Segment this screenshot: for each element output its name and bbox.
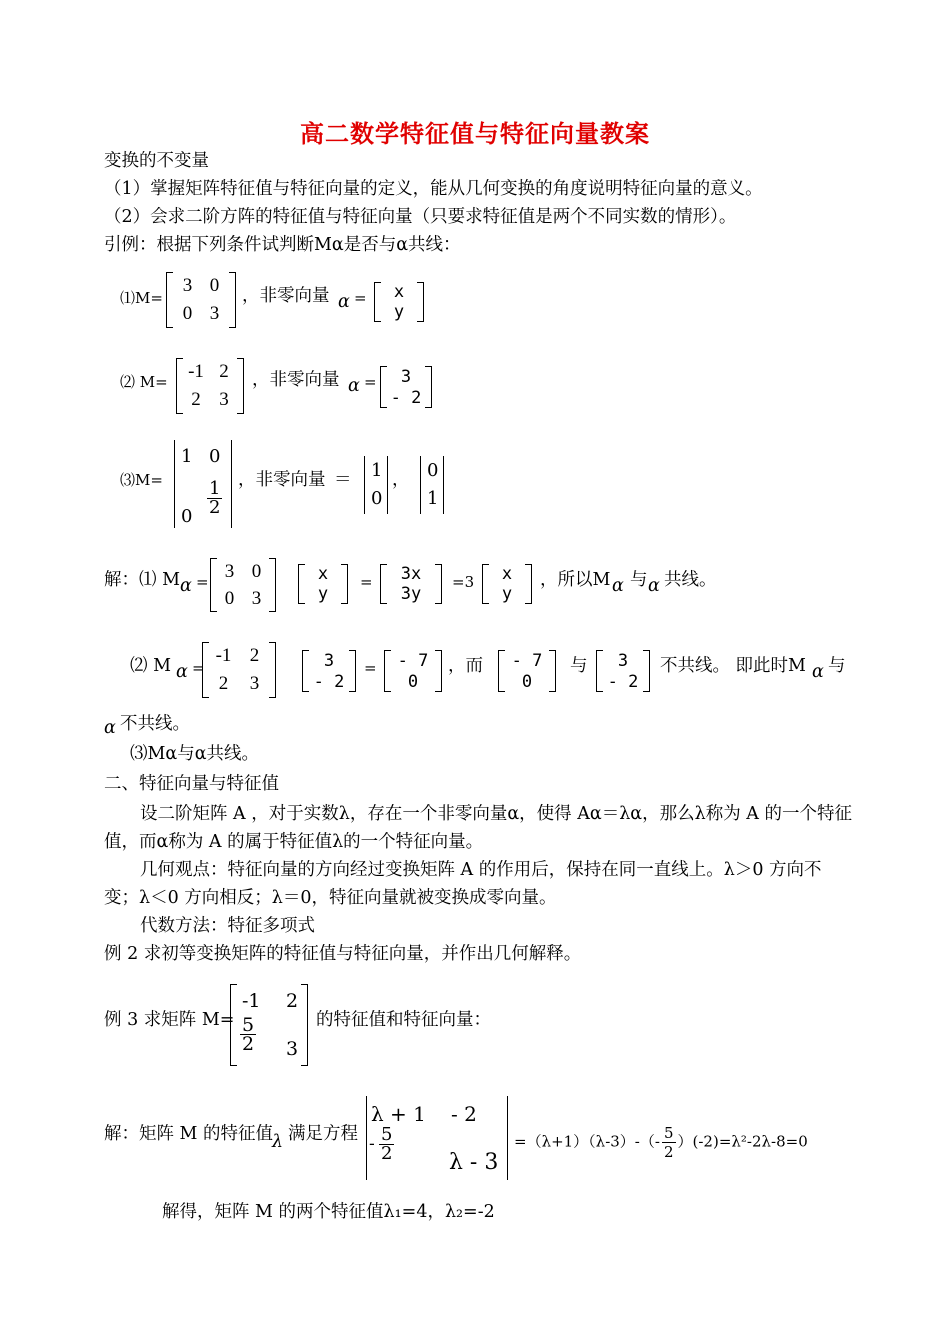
objective-2: （2）会求二阶方阵的特征值与特征向量（只要求特征值是两个不同实数的情形）。	[104, 207, 737, 227]
matrix-m1: 3 0 0 3	[210, 558, 276, 612]
characteristic-determinant: λ + 1 - 2 - $\frac{5}{2}$ λ - 3	[366, 1096, 508, 1180]
solution3: ⑶Mα与α共线。	[130, 744, 260, 764]
example-3-text: 的特征值和特征向量：	[316, 1010, 491, 1030]
vector-v2: 3 - 2	[596, 650, 650, 692]
alpha-symbol: α	[180, 576, 192, 596]
text-yu: 与	[630, 570, 648, 590]
fraction-five-halves: $\frac{5}{2}$	[381, 1124, 393, 1164]
fraction-five-halves: $\frac{5}{2}$	[242, 1014, 255, 1055]
matrix-m2: -1 2 2 3	[202, 642, 276, 698]
section-two-heading: 二、特征向量与特征值	[104, 774, 279, 794]
alpha-symbol: α	[338, 292, 350, 312]
equals-three: =3	[452, 573, 475, 591]
equals-sign: =	[360, 573, 373, 591]
alpha-symbol: α	[648, 576, 660, 596]
fraction-five-halves: $\frac{5}{2}$	[663, 1124, 674, 1161]
text-er: ，而	[448, 656, 483, 676]
lambda-symbol: λ	[272, 1132, 284, 1152]
definition-paragraph: 设二阶矩阵 A ，对于实数λ，存在一个非零向量α，使得 Aα＝λα，那么λ称为 A 的一个特征	[140, 804, 852, 824]
vector-e2: 0 1	[420, 456, 444, 514]
example2-label: ⑵ M=	[120, 373, 168, 391]
determinant-expansion: =（λ+1）（λ-3）-（- $\frac{5}{2}$ ）(-2)=λ²-2λ-8=0	[514, 1124, 808, 1161]
equals-sign: =	[364, 659, 377, 677]
alpha-symbol: α	[812, 662, 824, 682]
vector-e1: 1 0	[364, 456, 388, 514]
fraction-one-half: $\frac{1}{2}$	[209, 478, 221, 518]
objective-1: （1）掌握矩阵特征值与特征向量的定义，能从几何变换的角度说明特征向量的意义。	[104, 179, 763, 199]
algebraic-method: 代数方法：特征多项式	[140, 916, 315, 936]
text-collinear: 共线。	[664, 570, 717, 590]
example1-label: ⑴M=	[120, 289, 163, 307]
vector-xy: x y	[298, 564, 348, 604]
matrix-m2: -1 2 2 3	[176, 358, 244, 414]
solution2-label: ⑵ M	[130, 656, 171, 676]
section-heading: 变换的不变量	[104, 151, 209, 171]
vector-xy: x y	[482, 564, 532, 604]
solution1-conclusion: ，所以M	[540, 570, 611, 590]
matrix-m3: 1 0 0 $\frac{1}{2}$	[174, 440, 232, 528]
vector-3x3y: 3x 3y	[380, 564, 442, 604]
example2-text: ，非零向量	[252, 370, 340, 390]
solution1-label: 解：⑴ M	[104, 570, 180, 590]
intro-example: 引例：根据下列条件试判断Mα是否与α共线：	[104, 235, 461, 255]
solution-example3-text: 满足方程	[288, 1124, 358, 1144]
equals-sign: =	[364, 373, 377, 391]
matrix-m1: 3 0 0 3	[166, 272, 236, 328]
alpha-symbol: α	[612, 576, 624, 596]
equals-sign: =	[196, 573, 209, 591]
example-3-label: 例 3 求矩阵 M=	[104, 1010, 235, 1030]
example-2: 例 2 求初等变换矩阵的特征值与特征向量，并作出几何解释。	[104, 944, 582, 964]
example1-text: ，非零向量	[242, 286, 330, 306]
vector-v2: 3 - 2	[302, 650, 356, 692]
solution-example3-label: 解：矩阵 M 的特征值	[104, 1124, 274, 1144]
vector-v2: 3 - 2	[380, 366, 432, 408]
text-yu: 与	[570, 656, 588, 676]
text-not-collinear: 不共线。	[120, 714, 190, 734]
solution2-conclusion: 不共线。 即此时M	[660, 656, 806, 676]
vector-neg7: - 7 0	[384, 650, 442, 692]
equals-sign: =	[354, 289, 367, 307]
alpha-symbol: α	[176, 662, 188, 682]
definition-paragraph-cont: 值，而α称为 A 的属于特征值λ的一个特征向量。	[104, 832, 484, 852]
alpha-symbol: α	[348, 376, 360, 396]
example3-text: ，非零向量	[238, 470, 326, 490]
text-yu: 与	[828, 656, 846, 676]
geometric-view: 几何观点：特征向量的方向经过变换矩阵 A 的作用后，保持在同一直线上。λ＞0 方向不	[140, 860, 822, 880]
example3-label: ⑶M=	[120, 471, 163, 489]
geometric-view-cont: 变；λ＜0 方向相反；λ＝0，特征向量就被变换成零向量。	[104, 888, 557, 908]
comma: ，	[392, 470, 410, 490]
equals-sign: =	[192, 659, 205, 677]
page-title: 高二数学特征值与特征向量教案	[300, 119, 650, 148]
vector-neg7: - 7 0	[498, 650, 556, 692]
equals-fullwidth: ＝	[334, 470, 352, 490]
vector-xy: x y	[374, 282, 424, 322]
eigenvalue-result: 解得，矩阵 M 的两个特征值λ₁=4，λ₂=-2	[162, 1202, 495, 1222]
matrix-ex3: -1 2 $\frac{5}{2}$ 3	[230, 984, 308, 1066]
alpha-symbol: α	[104, 718, 116, 738]
